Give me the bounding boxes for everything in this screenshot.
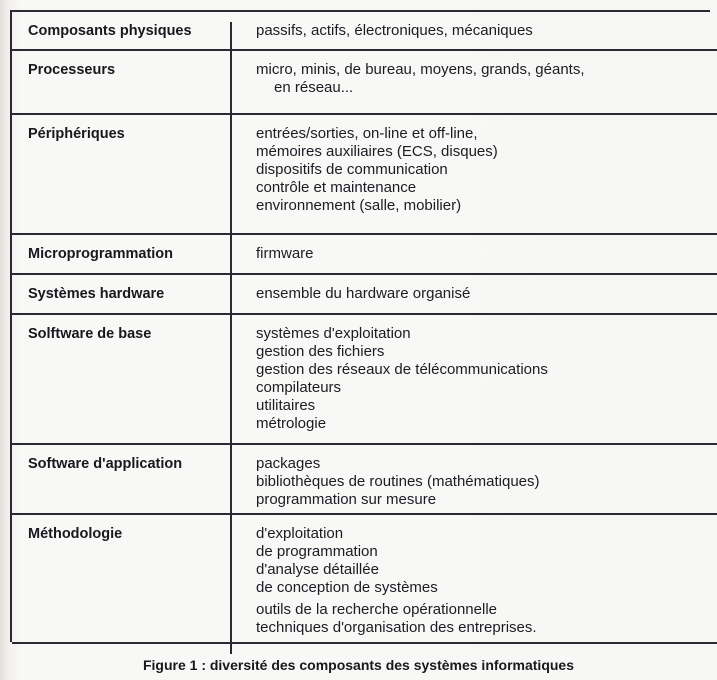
row-label: Méthodologie — [28, 526, 123, 542]
value-line: environnement (salle, mobilier) — [256, 197, 462, 214]
table-row — [12, 445, 717, 515]
value-line: de conception de systèmes — [256, 579, 438, 596]
value-line: d'exploitation — [256, 525, 344, 542]
value-line: passifs, actifs, électroniques, mécaniques — [256, 22, 533, 39]
row-value — [256, 22, 702, 40]
table-row — [12, 51, 717, 115]
row-label: Software d'application — [28, 456, 183, 472]
value-line: gestion des fichiers — [256, 343, 385, 360]
value-line: mémoires auxiliaires (ECS, disques) — [256, 143, 498, 160]
row-label: Solftware de base — [28, 326, 152, 342]
value-line: gestion des réseaux de télécommunications — [256, 361, 548, 378]
value-line: compilateurs — [256, 379, 342, 396]
row-label: Composants physiques — [28, 23, 192, 39]
value-line: d'analyse détaillée — [256, 561, 379, 578]
row-label: Microprogrammation — [28, 246, 174, 262]
row-value — [256, 525, 702, 637]
value-line: bibliothèques de routines (mathématiques) — [256, 473, 540, 490]
value-line: contrôle et maintenance — [256, 179, 417, 196]
table-row — [12, 235, 717, 275]
row-value — [256, 245, 702, 263]
table-row — [12, 515, 717, 644]
value-line: dispositifs de communication — [256, 161, 448, 178]
row-value — [256, 125, 702, 215]
value-line: en réseau... — [274, 79, 354, 96]
value-line: systèmes d'exploitation — [256, 325, 411, 342]
value-line: entrées/sorties, on-line et off-line, — [256, 125, 478, 142]
table-row — [12, 275, 717, 315]
value-line: packages — [256, 455, 321, 472]
value-line: de programmation — [256, 543, 378, 560]
value-line: utilitaires — [256, 397, 316, 414]
table-row — [12, 315, 717, 445]
row-value — [256, 325, 702, 433]
value-line: programmation sur mesure — [256, 491, 437, 508]
value-line: techniques d'organisation des entreprises. — [256, 619, 537, 636]
row-value — [256, 455, 702, 509]
row-label: Systèmes hardware — [28, 286, 165, 302]
table-row — [12, 115, 717, 235]
components-table — [10, 10, 710, 642]
value-line: outils de la recherche opérationnelle — [256, 601, 497, 618]
value-line: micro, minis, de bureau, moyens, grands, géants, — [256, 61, 585, 78]
value-line: métrologie — [256, 415, 327, 432]
row-label: Processeurs — [28, 62, 116, 78]
value-line: ensemble du hardware organisé — [256, 285, 471, 302]
value-line: firmware — [256, 245, 314, 262]
row-value — [256, 285, 702, 303]
row-label: Périphériques — [28, 126, 125, 142]
table-row — [12, 12, 717, 51]
figure-caption: Figure 1 : diversité des composants des systèmes informatiques — [142, 657, 575, 673]
row-value — [256, 61, 702, 97]
